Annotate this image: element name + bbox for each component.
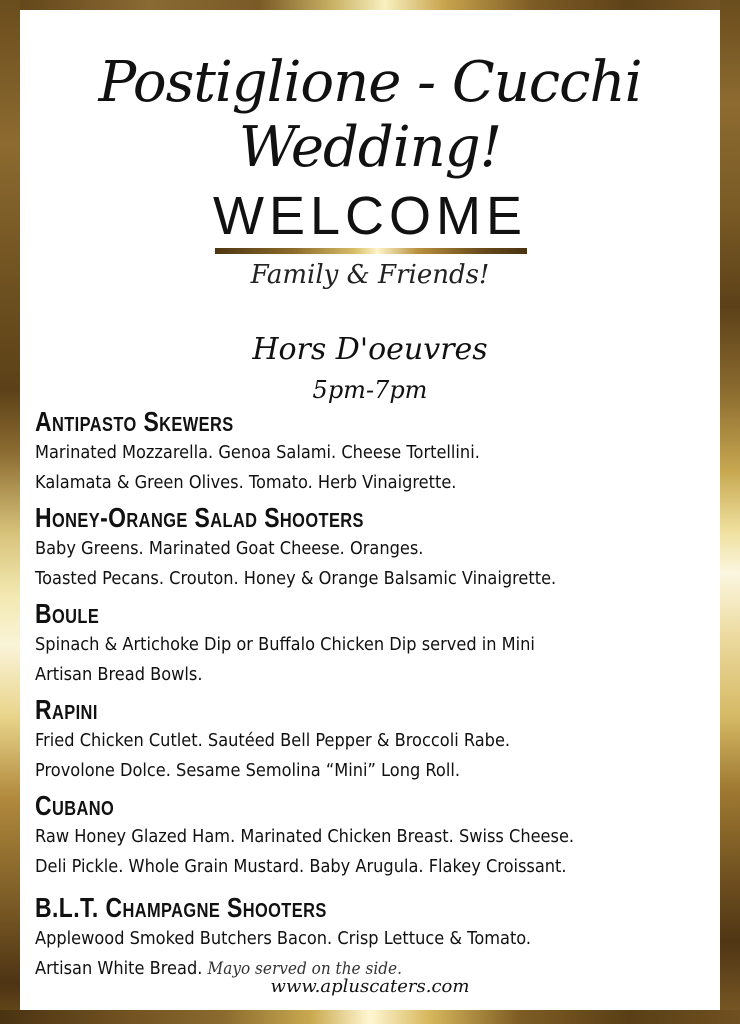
menu-list xyxy=(35,406,715,984)
menu-item-name: Boule xyxy=(35,598,100,629)
menu-item-desc: Fried Chicken Cutlet. Sautéed Bell Pepper & Broccoli Rabe. xyxy=(35,730,511,751)
menu-item-name: Rapini xyxy=(35,694,98,725)
gold-border-right xyxy=(720,0,740,1024)
menu-item-desc: Artisan Bread Bowls. xyxy=(35,664,203,685)
website-link[interactable]: www.apluscaters.com xyxy=(270,976,470,997)
welcome-subtitle: Family & Friends! xyxy=(250,260,490,290)
wedding-title: Postiglione - Cucchi Wedding! xyxy=(98,50,642,180)
menu-item-desc-text: Artisan White Bread. xyxy=(35,958,203,979)
menu-item xyxy=(35,406,715,498)
gold-border-top xyxy=(0,0,740,10)
gold-divider xyxy=(215,248,527,254)
welcome-heading: WELCOME xyxy=(212,186,528,246)
menu-item-desc: Spinach & Artichoke Dip or Buffalo Chicken Dip served in Mini xyxy=(35,634,535,655)
menu-item-desc: Marinated Mozzarella. Genoa Salami. Cheese Tortellini. xyxy=(35,442,480,463)
menu-item-desc: Deli Pickle. Whole Grain Mustard. Baby Arugula. Flakey Croissant. xyxy=(35,856,567,877)
menu-item-desc: Provolone Dolce. Sesame Semolina “Mini” Long Roll. xyxy=(35,760,460,781)
menu-item xyxy=(35,502,715,594)
menu-item xyxy=(35,694,715,786)
menu-item xyxy=(35,892,715,984)
menu-item-name: Honey-Orange Salad Shooters xyxy=(35,502,364,533)
gold-border-bottom xyxy=(0,1010,740,1024)
menu-item-desc: Applewood Smoked Butchers Bacon. Crisp Lettuce & Tomato. xyxy=(35,928,532,949)
menu-item-desc: Raw Honey Glazed Ham. Marinated Chicken Breast. Swiss Cheese. xyxy=(35,826,575,847)
menu-item-name: Cubano xyxy=(35,790,115,821)
menu-item xyxy=(35,790,715,882)
menu-item xyxy=(35,598,715,690)
menu-card xyxy=(20,10,720,1010)
menu-item-note: Mayo served on the side. xyxy=(207,959,402,979)
section-title: Hors D'oeuvres xyxy=(252,332,488,367)
menu-item-name: B.L.T. Champagne Shooters xyxy=(35,892,327,923)
menu-item-name: Antipasto Skewers xyxy=(35,406,234,437)
menu-item-desc: Baby Greens. Marinated Goat Cheese. Oranges. xyxy=(35,538,424,559)
menu-item-desc: Toasted Pecans. Crouton. Honey & Orange Balsamic Vinaigrette. xyxy=(35,568,557,589)
gold-border-left xyxy=(0,0,20,1024)
menu-item-desc: Kalamata & Green Olives. Tomato. Herb Vinaigrette. xyxy=(35,472,457,493)
service-hours: 5pm-7pm xyxy=(312,376,428,404)
